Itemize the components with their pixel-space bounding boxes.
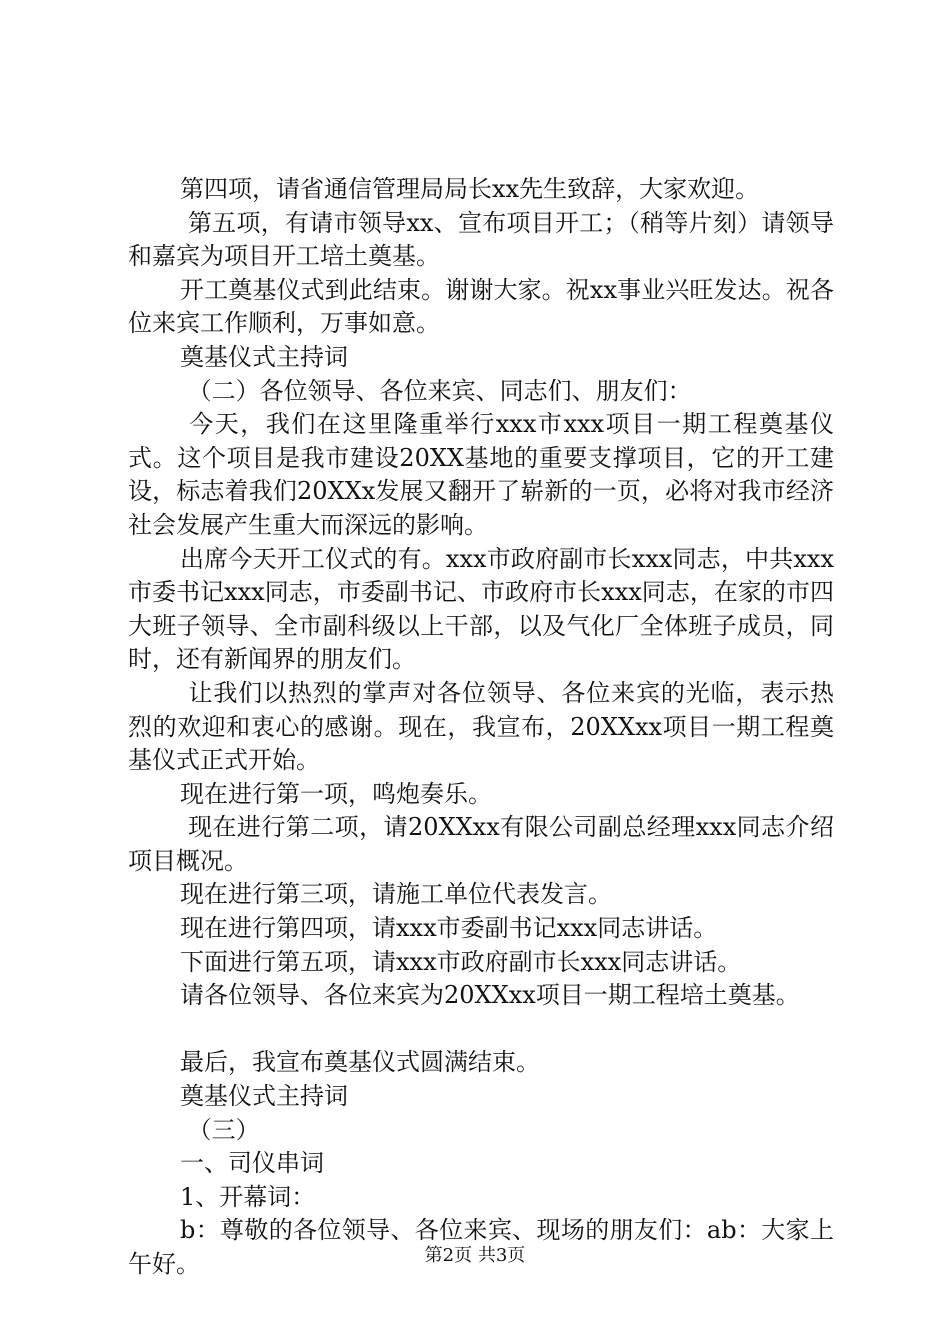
paragraph-item-4-speech: 第四项，请省通信管理局局长xx先生致辞，大家欢迎。 — [180, 175, 760, 203]
paragraph-opening: 今天，我们在这里隆重举行xxx市xxx项目一期工程奠基仪式。这个项目是我市建设20XX基地的重要支撑项目，它的开工建设，标志着我们20XXx发展又翻开了崭新的一页，必将对我市经济社会发展产生重大而深远的影响。 — [128, 410, 834, 539]
section-heading-3: （三） — [180, 1115, 260, 1144]
section-heading-2: （二）各位领导、各位来宾、同志们、朋友们： — [180, 376, 692, 405]
paragraph-closing: 开工奠基仪式到此结束。谢谢大家。祝xx事业兴旺发达。祝各位来宾工作顺利，万事如意。 — [128, 275, 834, 338]
list-item-step-5: 下面进行第五项，请xxx市政府副市长xxx同志讲话。 — [180, 947, 742, 976]
subheading-emcee: 一、司仪串词 — [180, 1149, 324, 1178]
paragraph-welcome: 让我们以热烈的掌声对各位领导、各位来宾的光临，表示热烈的欢迎和衷心的感谢。现在，我宣布，20XXxx项目一期工程奠基仪式正式开始。 — [128, 678, 834, 775]
document-body — [128, 173, 834, 1282]
page-footer: 第2页 共3页 — [424, 1245, 526, 1266]
paragraph-item-5-groundbreaking: 第五项，有请市领导xx、宣布项目开工；（稍等片刻）请领导和嘉宾为项目开工培土奠基。 — [128, 208, 834, 271]
section-title-2: 奠基仪式主持词 — [180, 1082, 348, 1111]
list-item-step-6: 请各位领导、各位来宾为20XXxx项目一期工程培土奠基。 — [180, 981, 800, 1010]
list-item-step-4: 现在进行第四项，请xxx市委副书记xxx同志讲话。 — [180, 914, 718, 943]
paragraph-attendees: 出席今天开工仪式的有。xxx市政府副市长xxx同志，中共xxx市委书记xxx同志，市委副书记、市政府市长xxx同志，在家的市四大班子领导、全市副科级以上干部，以及气化厂全体班子成员，同时，还有新闻界的朋友们。 — [128, 544, 834, 674]
paragraph-conclusion: 最后，我宣布奠基仪式圆满结束。 — [180, 1048, 540, 1077]
list-item-step-2: 现在进行第二项，请20XXxx有限公司副总经理xxx同志介绍项目概况。 — [128, 813, 834, 875]
list-item-step-1: 现在进行第一项，鸣炮奏乐。 — [180, 779, 492, 808]
subheading-opening-words: 1、开幕词： — [180, 1182, 316, 1211]
list-item-step-3: 现在进行第三项，请施工单位代表发言。 — [180, 880, 612, 909]
paragraph-greeting: b：尊敬的各位领导、各位来宾、现场的朋友们：ab：大家上午好。 — [128, 1216, 834, 1278]
section-title: 奠基仪式主持词 — [180, 342, 348, 371]
